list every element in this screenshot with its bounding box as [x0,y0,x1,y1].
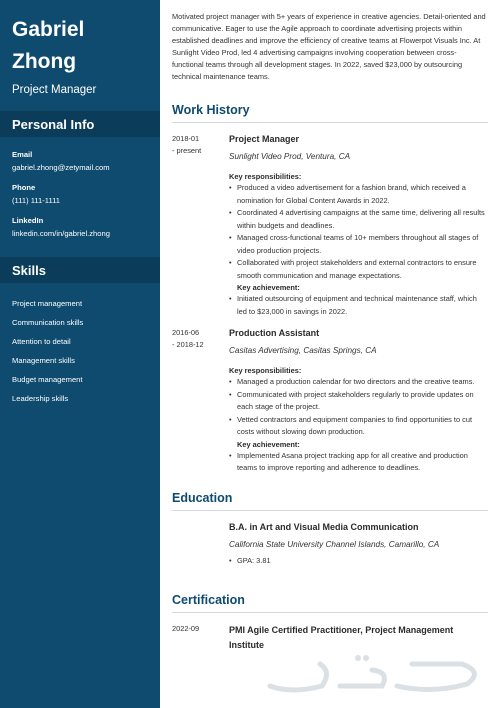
job-date-start: 2018-01 [172,134,200,143]
skill-item: Attention to detail [12,337,71,346]
job-date-end: - 2018-12 [172,340,204,349]
company-name: Casitas Advertising, Casitas Springs, CA [229,346,377,355]
job-title: Project Manager [229,134,300,144]
certification-date: 2022-09 [172,624,200,633]
email-label: Email [12,150,33,159]
school-name: California State University Channel Islands, Camarillo, CA [229,539,440,549]
degree: B.A. in Art and Visual Media Communication [229,521,419,532]
certification-heading: Certification [172,593,488,613]
achievements-list [229,293,488,318]
candidate-name [0,0,160,78]
list-item: • Implemented Asana project tracking app for all creative and production teams to improve reporting and adherence to deadlines. [229,450,488,475]
education-details [229,555,488,568]
list-item: • Produced a video advertisement for a fashion brand, which received a nomination for Global Content Awards in 2022. [229,182,488,207]
responsibilities-label: Key responsibilities: [229,172,302,181]
watermark-logo [262,650,492,698]
job-entry [172,133,488,318]
responsibilities-list [229,182,488,282]
skill-item: Budget management [12,375,83,384]
work-history-heading: Work History [172,103,488,123]
achievement-label: Key achievement: [237,283,300,292]
certification-entry [172,623,488,653]
list-item: • Coordinated 4 advertising campaigns at the same time, delivering all results within budgets and deadlines. [229,207,488,232]
skill-item: Project management [12,299,83,308]
skill-item: Management skills [12,356,75,365]
responsibilities-list [229,376,488,439]
linkedin-value[interactable]: linkedin.com/in/gabriel.zhong [12,229,110,238]
list-item: • Initiated outsourcing of equipment and technical maintenance staff, which led to $23,000 in savings in 2022. [229,293,488,318]
list-item: • Communicated with project stakeholders regularly to provide updates on each stage of the project. [229,389,488,414]
first-name: Gabriel [12,18,85,41]
main-content [172,0,488,708]
job-entry [172,327,488,475]
job-dates [172,327,224,351]
certification-name: PMI Agile Certified Practitioner, Project Management Institute [229,625,454,650]
job-date-start: 2016-06 [172,328,200,337]
last-name: Zhong [12,50,77,73]
education-heading: Education [172,491,488,511]
skills-heading: Skills [0,257,160,283]
achievements-list [229,450,488,475]
linkedin-label: LinkedIn [12,216,44,225]
skills-list [0,283,160,403]
job-title: Production Assistant [229,328,320,338]
list-item: • Collaborated with project stakeholders and external contractors to ensure smooth communication and manage expectations. [229,257,488,282]
job-date-end: - present [172,146,202,155]
contact-info [0,137,160,238]
job-dates [172,133,224,157]
list-item: • Managed a production calendar for two directors and the creative teams. [229,376,488,389]
email-value[interactable]: gabriel.zhong@zetymail.com [12,163,110,172]
achievement-label: Key achievement: [237,439,300,449]
list-item: • Managed cross-functional teams of 10+ members throughout all stages of video production projects. [229,232,488,257]
list-item: • Vetted contractors and equipment companies to find opportunities to cut costs without slowing down production. [229,414,488,439]
phone-label: Phone [12,183,36,192]
responsibilities-label: Key responsibilities: [229,366,302,375]
skill-item: Leadership skills [12,394,69,403]
list-item: • GPA: 3.81 [229,555,488,568]
sidebar [0,0,160,708]
education-entry [172,521,488,568]
job-role: Project Manager [12,84,97,96]
profile-summary: Motivated project manager with 5+ years of experience in creative agencies. Detail-oriented and communicative. Eager to use the Agile approach to coordinate advertising projects within established deadlines and improve the efficiency of creative teams at Flowerpot Visuals Inc. At Sunlight Video Prod, led 4 advertising campaigns involving cooperation between cross-functional teams through all development stages. In 2022, saved $23,000 by outsourcing technical maintenance teams. [172,12,486,81]
company-name: Sunlight Video Prod, Ventura, CA [229,152,351,161]
phone-value[interactable]: (111) 111-1111 [12,196,60,205]
personal-info-heading: Personal Info [0,111,160,137]
skill-item: Communication skills [12,318,84,327]
